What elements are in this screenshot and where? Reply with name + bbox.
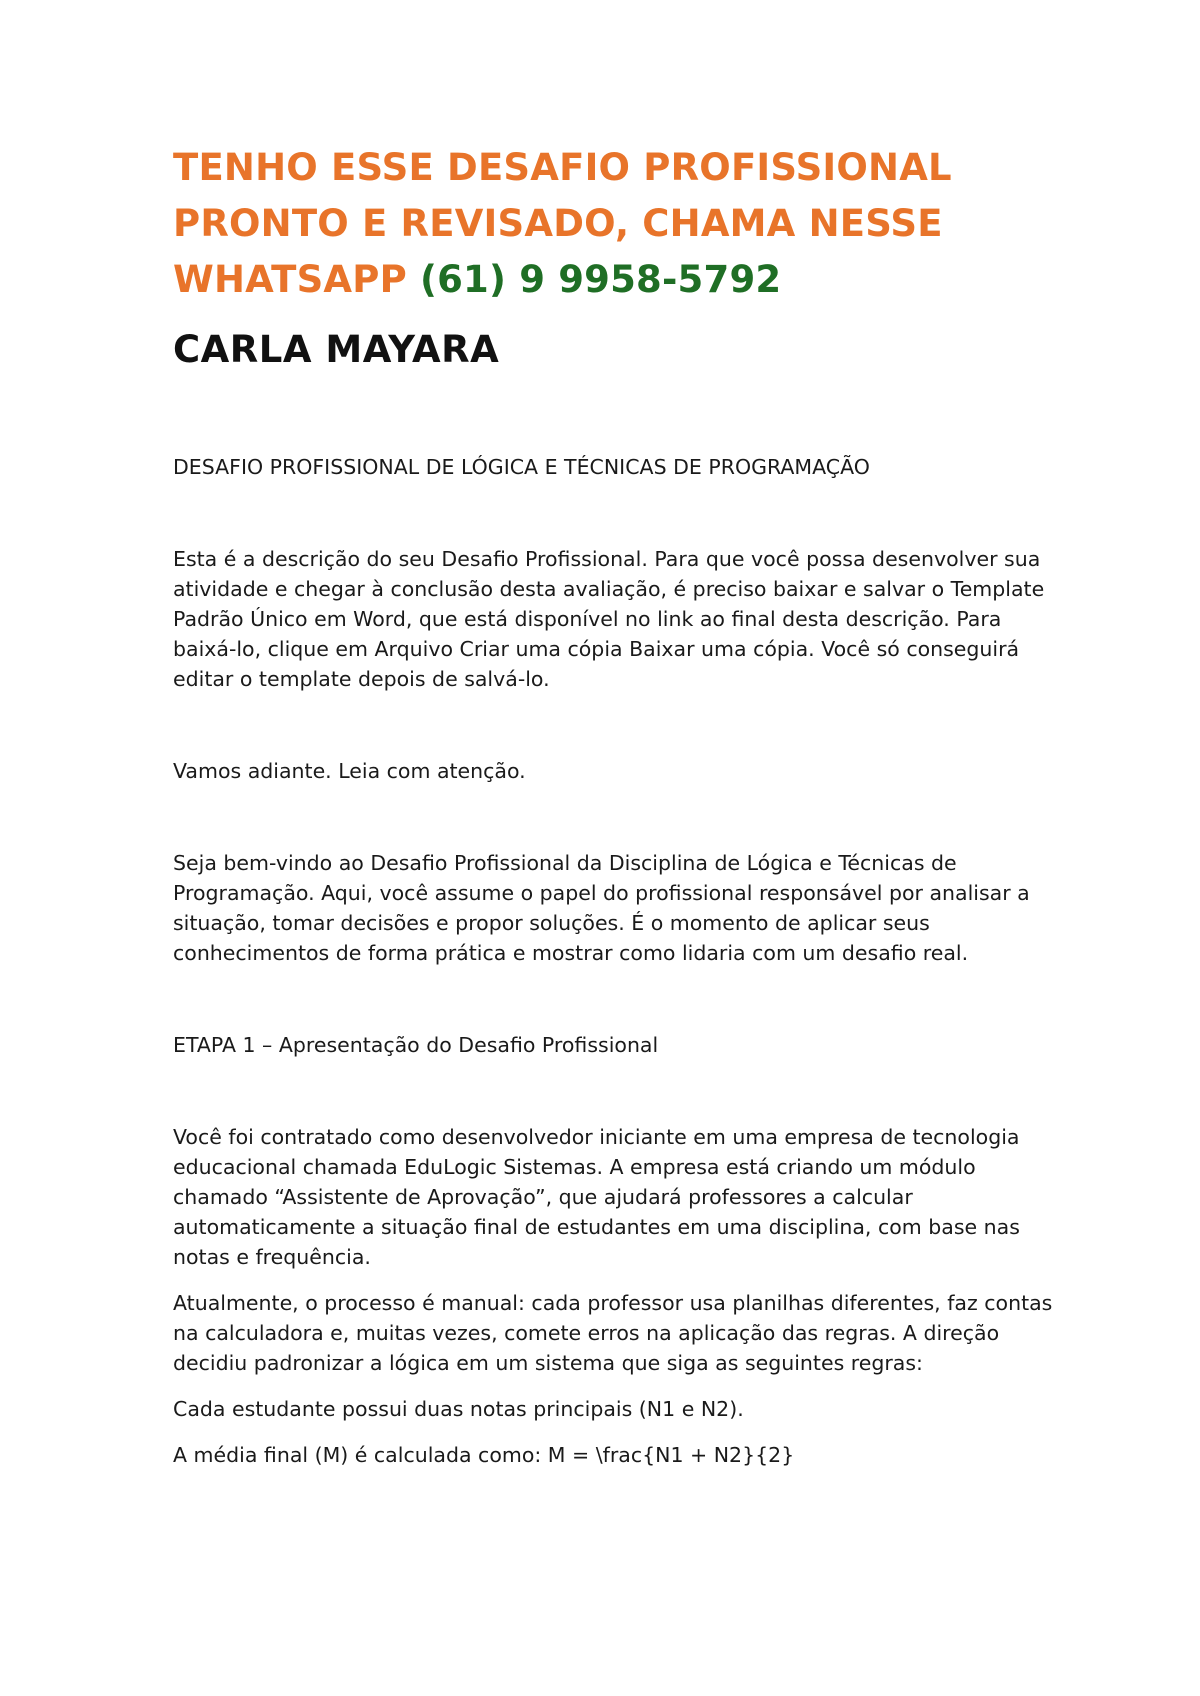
promo-headline-text: TENHO ESSE DESAFIO PROFISSIONAL PRONTO E REVISADO, CHAMA NESSE WHATSAPP	[173, 146, 952, 301]
welcome-paragraph: Seja bem-vindo ao Desafio Profissional da Disciplina de Lógica e Técnicas de Programação. Aqui, você assume o papel do profissional responsável por analisar a situação, tomar decisões e propor soluções. É o momento de aplicar seus conhecimentos de forma prática e mostrar como lidaria com um desafio real.	[173, 851, 1030, 965]
rule-grades-paragraph: Cada estudante possui duas notas principais (N1 e N2).	[173, 1397, 744, 1421]
scenario-paragraph: Você foi contratado como desenvolvedor iniciante em uma empresa de tecnologia educacional chamada EduLogic Sistemas. A empresa está criando um módulo chamado “Assistente de Aprovação”, que ajudará professores a calcular automaticamente a situação final de estudantes em uma disciplina, com base nas notas e frequência.	[173, 1125, 1020, 1269]
promo-headline	[173, 140, 1053, 308]
intro-paragraph: Esta é a descrição do seu Desafio Profissional. Para que você possa desenvolver sua atividade e chegar à conclusão desta avaliação, é preciso baixar e salvar o Template Padrão Único em Word, que está disponível no link ao final desta descrição. Para baixá-lo, clique em Arquivo Criar uma cópia Baixar uma cópia. Você só conseguirá editar o template depois de salvá-lo.	[173, 547, 1045, 691]
author-name: CARLA MAYARA	[173, 328, 500, 371]
current-process-paragraph: Atualmente, o processo é manual: cada professor usa planilhas diferentes, faz contas na calculadora e, muitas vezes, comete erros na aplicação das regras. A direção decidiu padronizar a lógica em um sistema que siga as seguintes regras:	[173, 1291, 1053, 1375]
document-page	[173, 140, 1053, 1470]
whatsapp-phone: (61) 9 9958-5792	[420, 258, 782, 301]
attention-paragraph: Vamos adiante. Leia com atenção.	[173, 759, 526, 783]
rule-average-paragraph: A média final (M) é calculada como: M = \frac{N1 + N2}{2}	[173, 1443, 795, 1467]
document-subtitle: DESAFIO PROFISSIONAL DE LÓGICA E TÉCNICAS DE PROGRAMAÇÃO	[173, 455, 870, 479]
stage-title: ETAPA 1 – Apresentação do Desafio Profissional	[173, 1033, 659, 1057]
